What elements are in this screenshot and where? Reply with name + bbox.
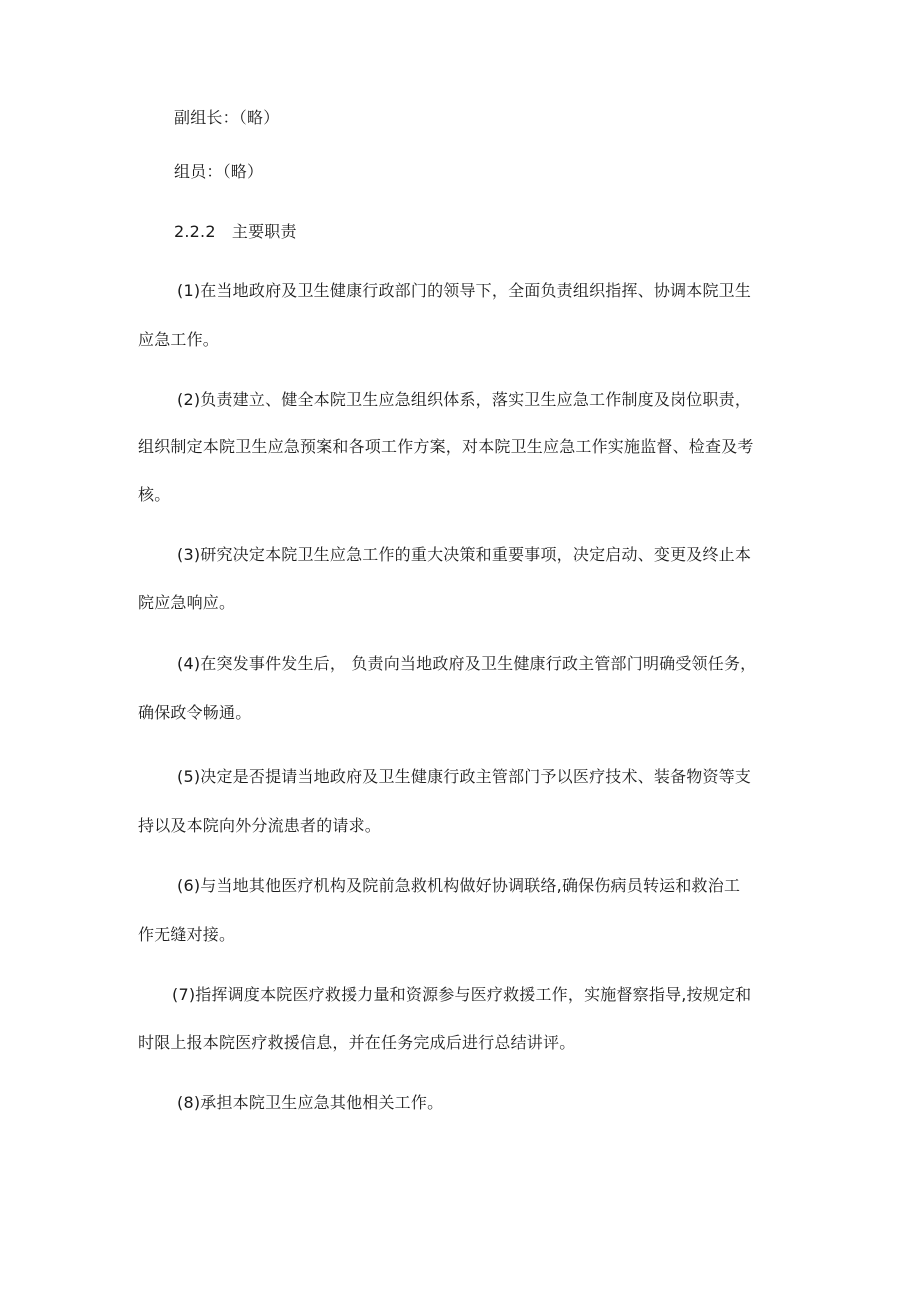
duty-item-6-line-2: 作无缝对接。 bbox=[138, 925, 236, 944]
duty-item-1-line-2: 应急工作。 bbox=[138, 330, 220, 349]
section-heading: 2.2.2 主要职责 bbox=[174, 222, 297, 241]
duty-item-4-line-1: (4)在突发事件发生后， 负责向当地政府及卫生健康行政主管部门明确受领任务， bbox=[177, 654, 757, 673]
duty-item-7-line-1: (7)指挥调度本院医疗救援力量和资源参与医疗救援工作，实施督察指导,按规定和 bbox=[172, 985, 752, 1004]
duty-item-2-line-2: 组织制定本院卫生应急预案和各项工作方案，对本院卫生应急工作实施监督、检查及考 bbox=[138, 437, 754, 456]
duty-item-8-line-1: (8)承担本院卫生应急其他相关工作。 bbox=[177, 1093, 444, 1112]
duty-item-6-line-1: (6)与当地其他医疗机构及院前急救机构做好协调联络,确保伤病员转运和救治工 bbox=[177, 876, 741, 895]
duty-item-3-line-2: 院应急响应。 bbox=[138, 593, 236, 612]
duty-item-1-line-1: (1)在当地政府及卫生健康行政部门的领导下，全面负责组织指挥、协调本院卫生 bbox=[177, 281, 752, 300]
duty-item-2-line-1: (2)负责建立、健全本院卫生应急组织体系，落实卫生应急工作制度及岗位职责， bbox=[177, 390, 752, 409]
duty-item-5-line-1: (5)决定是否提请当地政府及卫生健康行政主管部门予以医疗技术、装备物资等支 bbox=[177, 767, 752, 786]
duty-item-3-line-1: (3)研究决定本院卫生应急工作的重大决策和重要事项，决定启动、变更及终止本 bbox=[177, 545, 752, 564]
duty-item-7-line-2: 时限上报本院医疗救援信息，并在任务完成后进行总结讲评。 bbox=[138, 1033, 576, 1052]
duty-item-2-line-3: 核。 bbox=[138, 485, 171, 504]
deputy-leader-line: 副组长：（略） bbox=[174, 108, 280, 127]
duty-item-5-line-2: 持以及本院向外分流患者的请求。 bbox=[138, 816, 382, 835]
duty-item-4-line-2: 确保政令畅通。 bbox=[138, 703, 252, 722]
members-line: 组员：（略） bbox=[174, 162, 264, 181]
